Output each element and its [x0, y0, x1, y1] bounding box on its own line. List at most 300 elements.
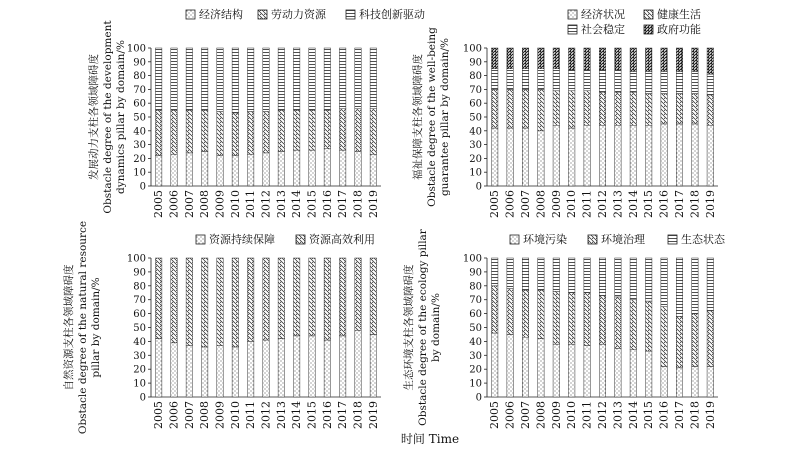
bar-segment: [293, 48, 299, 110]
bar-segment: [676, 71, 682, 93]
y-tick-label: 10: [469, 378, 482, 390]
bar-segment: [645, 94, 651, 126]
bar-segment: [309, 110, 315, 150]
y-tick-label: 0: [139, 181, 146, 193]
x-tick-label: 2006: [167, 190, 181, 218]
bar-segment: [522, 337, 528, 397]
bar-segment: [355, 48, 361, 109]
bar-segment: [155, 258, 161, 339]
bar-segment: [645, 258, 651, 301]
bar-segment: [630, 300, 636, 350]
bar-segment: [491, 69, 497, 90]
chart-panel-4: [402, 228, 726, 429]
legend-swatch-diag: [258, 10, 267, 19]
bar-segment: [293, 150, 299, 186]
x-tick-label: 2011: [244, 401, 258, 429]
y-tick-label: 50: [469, 112, 482, 124]
bar-segment: [293, 110, 299, 150]
bar-segment: [522, 89, 528, 128]
bar-segment: [661, 48, 667, 71]
y-tick-label: 100: [126, 43, 146, 55]
legend-label: 经济结构: [199, 8, 243, 21]
bar-segment: [538, 131, 544, 186]
x-tick-label: 2008: [534, 401, 548, 429]
y-tick-label: 40: [133, 336, 146, 348]
bar-segment: [553, 344, 559, 397]
bar-segment: [584, 91, 590, 126]
y-tick-label: 70: [133, 295, 146, 307]
bar-segment: [538, 258, 544, 290]
bar-segment: [692, 48, 698, 71]
bar-segment: [507, 128, 513, 186]
bar-segment: [171, 258, 177, 343]
bar-segment: [263, 340, 269, 397]
y-tick-label: 20: [133, 364, 146, 376]
y-tick-label: 40: [469, 336, 482, 348]
legend-swatch-hlines: [346, 10, 355, 19]
x-tick-label: 2011: [244, 190, 258, 219]
y-tick-label: 50: [133, 112, 146, 124]
x-tick-label: 2016: [657, 190, 671, 218]
bar-segment: [568, 48, 574, 70]
bar-segment: [615, 258, 621, 297]
bar-segment: [676, 368, 682, 397]
x-tick-label: 2018: [351, 401, 365, 429]
bar-segment: [553, 69, 559, 91]
bar-segment: [692, 71, 698, 93]
bar-segment: [599, 48, 605, 70]
y-tick-label: 30: [469, 350, 482, 362]
bar-segment: [645, 48, 651, 71]
y-tick-label: 100: [462, 253, 482, 265]
bar-segment: [630, 258, 636, 300]
bar-segment: [507, 334, 513, 397]
x-tick-label: 2014: [626, 190, 640, 218]
y-tick-label: 100: [462, 43, 482, 55]
y-axis-label: 自然资源支柱各领域障碍度: [63, 264, 75, 391]
x-tick-label: 2018: [688, 401, 702, 429]
bar-segment: [707, 48, 713, 74]
bar-segment: [522, 48, 528, 69]
bar-segment: [217, 48, 223, 111]
bar-segment: [599, 92, 605, 125]
bar-segment: [584, 125, 590, 186]
bar-segment: [278, 339, 284, 397]
bar-segment: [568, 258, 574, 293]
legend-label: 政府功能: [657, 23, 701, 36]
bar-segment: [309, 48, 315, 110]
bar-segment: [661, 71, 667, 93]
bar-segment: [155, 339, 161, 397]
y-tick-label: 90: [469, 267, 482, 279]
x-tick-label: 2019: [366, 190, 380, 218]
y-tick-label: 60: [133, 98, 146, 110]
bar-segment: [324, 258, 330, 340]
bar-segment: [692, 94, 698, 124]
y-tick-label: 70: [469, 295, 482, 307]
y-axis-label: Obstacle degree of the natural resource: [77, 220, 89, 435]
x-tick-label: 2014: [290, 190, 304, 218]
bar-segment: [522, 69, 528, 90]
bar-segment: [538, 339, 544, 397]
x-tick-label: 2016: [320, 190, 334, 218]
y-axis-label: Obstacle degree of the development: [102, 20, 114, 214]
x-tick-label: 2012: [596, 190, 609, 218]
bar-segment: [155, 156, 161, 186]
x-tick-label: 2012: [259, 401, 273, 429]
x-tick-label: 2013: [611, 190, 625, 218]
bar-segment: [263, 111, 269, 152]
x-tick-label: 2005: [488, 401, 502, 429]
bar-segment: [707, 125, 713, 186]
y-tick-label: 60: [133, 309, 146, 321]
bar-segment: [278, 152, 284, 187]
bar-segment: [186, 110, 192, 153]
chart-panel-2: [411, 7, 718, 218]
bar-segment: [599, 125, 605, 186]
bar-segment: [522, 128, 528, 186]
x-tick-label: 2011: [580, 190, 594, 218]
bar-segment: [263, 153, 269, 186]
y-tick-label: 70: [133, 84, 146, 96]
legend-label: 科技创新驱动: [359, 8, 425, 21]
bar-segment: [491, 89, 497, 128]
bar-segment: [339, 258, 345, 336]
legend-swatch-dots: [510, 235, 519, 244]
y-tick-label: 40: [133, 126, 146, 138]
bar-segment: [491, 48, 497, 69]
bar-segment: [568, 91, 574, 128]
y-tick-label: 90: [133, 267, 146, 279]
bar-segment: [630, 92, 636, 125]
chart-panel-3: [62, 221, 381, 434]
bar-segment: [615, 92, 621, 125]
bar-segment: [339, 336, 345, 397]
y-tick-label: 30: [133, 140, 146, 152]
x-tick-label: 2016: [320, 401, 334, 429]
bar-segment: [615, 297, 621, 348]
bar-segment: [247, 341, 253, 397]
x-tick-label: 2012: [596, 401, 609, 429]
bar-segment: [584, 258, 590, 293]
bar-segment: [309, 150, 315, 186]
x-tick-label: 2007: [182, 401, 196, 429]
bar-segment: [355, 109, 361, 152]
bar-segment: [186, 153, 192, 186]
legend-label: 环境污染: [523, 233, 567, 246]
bar-segment: [661, 258, 667, 307]
x-tick-label: 2007: [182, 190, 196, 218]
x-tick-label: 2005: [488, 190, 502, 218]
legend-swatch-dots: [196, 235, 205, 244]
y-axis-label: 福祉保障支柱各领域障碍度: [412, 54, 424, 180]
bar-segment: [692, 314, 698, 367]
bar-segment: [324, 48, 330, 110]
bar-segment: [584, 70, 590, 91]
bar-segment: [645, 125, 651, 186]
bar-segment: [538, 69, 544, 90]
legend-label: 经济状况: [581, 8, 625, 21]
y-tick-label: 30: [469, 140, 482, 152]
bar-segment: [293, 336, 299, 397]
bar-segment: [491, 333, 497, 397]
bar-segment: [645, 301, 651, 351]
bar-segment: [247, 48, 253, 111]
bar-segment: [553, 125, 559, 186]
bar-segment: [278, 258, 284, 339]
bar-segment: [491, 286, 497, 333]
x-tick-label: 2015: [305, 401, 319, 429]
bar-segment: [370, 109, 376, 155]
x-tick-label: 2008: [534, 190, 548, 218]
bar-segment: [630, 71, 636, 92]
bar-segment: [186, 48, 192, 110]
x-tick-label: 2018: [688, 190, 702, 218]
bar-segment: [263, 258, 269, 340]
bar-segment: [630, 125, 636, 186]
bar-segment: [247, 111, 253, 154]
legend-label: 生态状态: [681, 233, 725, 246]
y-tick-label: 40: [469, 126, 482, 138]
y-tick-label: 10: [469, 167, 482, 179]
x-tick-label: 2008: [198, 401, 212, 429]
bar-segment: [707, 366, 713, 397]
x-tick-label: 2014: [290, 401, 304, 429]
bar-segment: [278, 110, 284, 151]
bar-segment: [615, 48, 621, 70]
bar-segment: [707, 258, 713, 311]
x-tick-label: 2012: [259, 190, 273, 218]
y-tick-label: 50: [133, 323, 146, 334]
bar-segment: [568, 344, 574, 397]
x-tick-label: 2005: [152, 190, 166, 218]
bar-segment: [201, 258, 207, 347]
bar-segment: [339, 48, 345, 109]
bar-segment: [201, 110, 207, 151]
y-tick-label: 0: [475, 392, 482, 404]
bar-segment: [232, 113, 238, 156]
bar-segment: [692, 366, 698, 397]
bar-segment: [247, 258, 253, 341]
bar-segment: [355, 258, 361, 330]
x-tick-label: 2017: [336, 401, 350, 429]
bar-segment: [676, 124, 682, 186]
bar-segment: [155, 48, 161, 110]
bar-segment: [507, 258, 513, 289]
bar-segment: [692, 258, 698, 314]
y-tick-label: 100: [126, 253, 146, 265]
x-tick-label: 2015: [642, 190, 656, 218]
legend-swatch-hlines: [668, 235, 677, 244]
bar-segment: [645, 351, 651, 397]
bar-segment: [201, 152, 207, 187]
y-tick-label: 80: [133, 71, 146, 83]
bar-segment: [324, 340, 330, 397]
x-tick-label: 2013: [274, 190, 288, 218]
bar-segment: [263, 48, 269, 111]
x-tick-label: 2009: [549, 401, 563, 429]
y-tick-label: 0: [475, 181, 482, 193]
bar-segment: [707, 74, 713, 95]
bar-segment: [171, 154, 177, 186]
bar-segment: [615, 125, 621, 186]
bar-segment: [339, 109, 345, 150]
bar-segment: [507, 69, 513, 90]
bar-segment: [568, 128, 574, 186]
y-axis-label: Obstacle degree of the well-being: [426, 27, 438, 207]
legend-label: 资源高效利用: [309, 233, 375, 246]
y-tick-label: 60: [469, 98, 482, 110]
legend-label: 劳动力资源: [271, 8, 326, 21]
legend-label: 资源持续保障: [209, 233, 275, 246]
y-tick-label: 60: [469, 309, 482, 321]
legend-swatch-diag: [296, 235, 305, 244]
bar-segment: [309, 258, 315, 336]
y-tick-label: 80: [469, 281, 482, 293]
y-tick-label: 20: [469, 364, 482, 376]
bar-segment: [584, 346, 590, 397]
bar-segment: [584, 293, 590, 346]
bar-segment: [278, 48, 284, 110]
y-tick-label: 70: [469, 84, 482, 96]
x-tick-label: 2010: [565, 190, 579, 218]
x-tick-label: 2009: [213, 401, 227, 429]
bar-segment: [615, 348, 621, 397]
bar-segment: [707, 311, 713, 367]
bar-segment: [491, 128, 497, 186]
x-tick-label: 2015: [305, 190, 319, 218]
bar-segment: [538, 48, 544, 69]
bar-segment: [553, 91, 559, 126]
x-tick-label: 2017: [336, 190, 350, 218]
bar-segment: [676, 94, 682, 124]
bar-segment: [507, 48, 513, 69]
y-axis-label: pillar by domain/%: [90, 277, 102, 378]
x-tick-label: 2013: [274, 401, 288, 429]
x-tick-label: 2017: [673, 190, 686, 218]
bar-segment: [186, 346, 192, 397]
x-tick-label: 2008: [198, 190, 212, 218]
x-tick-label: 2009: [549, 190, 563, 218]
x-tick-label: 2019: [703, 401, 717, 429]
legend-swatch-hlines: [568, 25, 577, 34]
y-tick-label: 20: [133, 153, 146, 165]
x-tick-label: 2015: [642, 401, 656, 429]
x-tick-label: 2010: [565, 401, 579, 429]
bar-segment: [553, 48, 559, 69]
legend-swatch-diag: [644, 10, 653, 19]
bar-segment: [615, 70, 621, 92]
bar-segment: [538, 89, 544, 130]
bar-segment: [370, 154, 376, 186]
bar-segment: [599, 296, 605, 345]
x-tick-label: 2007: [519, 401, 532, 429]
bar-segment: [232, 258, 238, 347]
x-tick-label: 2010: [228, 189, 242, 218]
bar-segment: [676, 258, 682, 316]
y-tick-label: 10: [133, 378, 146, 390]
bar-segment: [522, 258, 528, 290]
bar-segment: [661, 94, 667, 124]
y-axis-label: guarantee pillar by domain/%: [439, 37, 451, 197]
x-tick-label: 2014: [626, 401, 640, 429]
bar-segment: [661, 366, 667, 397]
bar-segment: [355, 330, 361, 397]
bar-segment: [584, 48, 590, 70]
x-tick-label: 2019: [366, 401, 380, 429]
y-tick-label: 0: [139, 392, 146, 404]
bar-segment: [155, 110, 161, 156]
bar-segment: [522, 290, 528, 337]
y-tick-label: 80: [133, 281, 146, 293]
y-tick-label: 80: [469, 71, 482, 83]
bar-segment: [217, 346, 223, 397]
bar-segment: [599, 258, 605, 296]
x-tick-label: 2018: [351, 190, 365, 218]
x-tick-label: 2007: [519, 190, 532, 218]
bar-segment: [507, 89, 513, 128]
bar-segment: [186, 258, 192, 346]
bar-segment: [568, 70, 574, 91]
bar-segment: [599, 344, 605, 397]
y-axis-label: dynamics pillar by domain/%: [115, 40, 127, 194]
x-tick-label: 2013: [611, 401, 625, 429]
bar-segment: [370, 48, 376, 109]
legend-swatch-dots: [568, 10, 577, 19]
bar-segment: [201, 48, 207, 110]
bar-segment: [491, 258, 497, 286]
bar-segment: [309, 336, 315, 397]
bar-segment: [232, 347, 238, 397]
bar-segment: [217, 111, 223, 155]
bar-segment: [692, 124, 698, 186]
bar-segment: [171, 48, 177, 110]
x-tick-label: 2006: [167, 401, 181, 429]
bar-segment: [707, 95, 713, 125]
x-tick-label: 2010: [228, 401, 242, 429]
y-axis-label: Obstacle degree of the ecology pillar: [417, 229, 429, 426]
y-axis-label: by domain/%: [430, 293, 442, 362]
bar-segment: [645, 71, 651, 93]
y-axis-label: 发展动力支柱各领域障碍度: [88, 54, 100, 180]
bar-segment: [217, 156, 223, 186]
bar-segment: [507, 289, 513, 335]
bar-segment: [676, 48, 682, 71]
x-tick-label: 2017: [673, 401, 686, 429]
bar-segment: [355, 152, 361, 187]
y-tick-label: 90: [469, 57, 482, 69]
x-tick-label: 2019: [703, 190, 717, 218]
bar-segment: [171, 110, 177, 154]
bar-segment: [324, 149, 330, 186]
x-tick-label: 2005: [152, 401, 166, 429]
y-axis-label: 生态环境支柱各领域障碍度: [403, 264, 415, 391]
bar-segment: [370, 258, 376, 334]
bar-segment: [370, 334, 376, 397]
y-tick-label: 10: [133, 167, 146, 179]
legend-label: 社会稳定: [581, 23, 625, 36]
bar-segment: [247, 154, 253, 186]
bar-segment: [232, 156, 238, 186]
y-tick-label: 30: [133, 350, 146, 362]
bar-segment: [171, 343, 177, 397]
chart-panel-1: [87, 7, 425, 218]
bar-segment: [538, 290, 544, 339]
bar-segment: [201, 347, 207, 397]
bar-segment: [553, 258, 559, 291]
bar-segment: [293, 258, 299, 336]
figure-x-axis-label: 时间 Time: [400, 432, 460, 446]
